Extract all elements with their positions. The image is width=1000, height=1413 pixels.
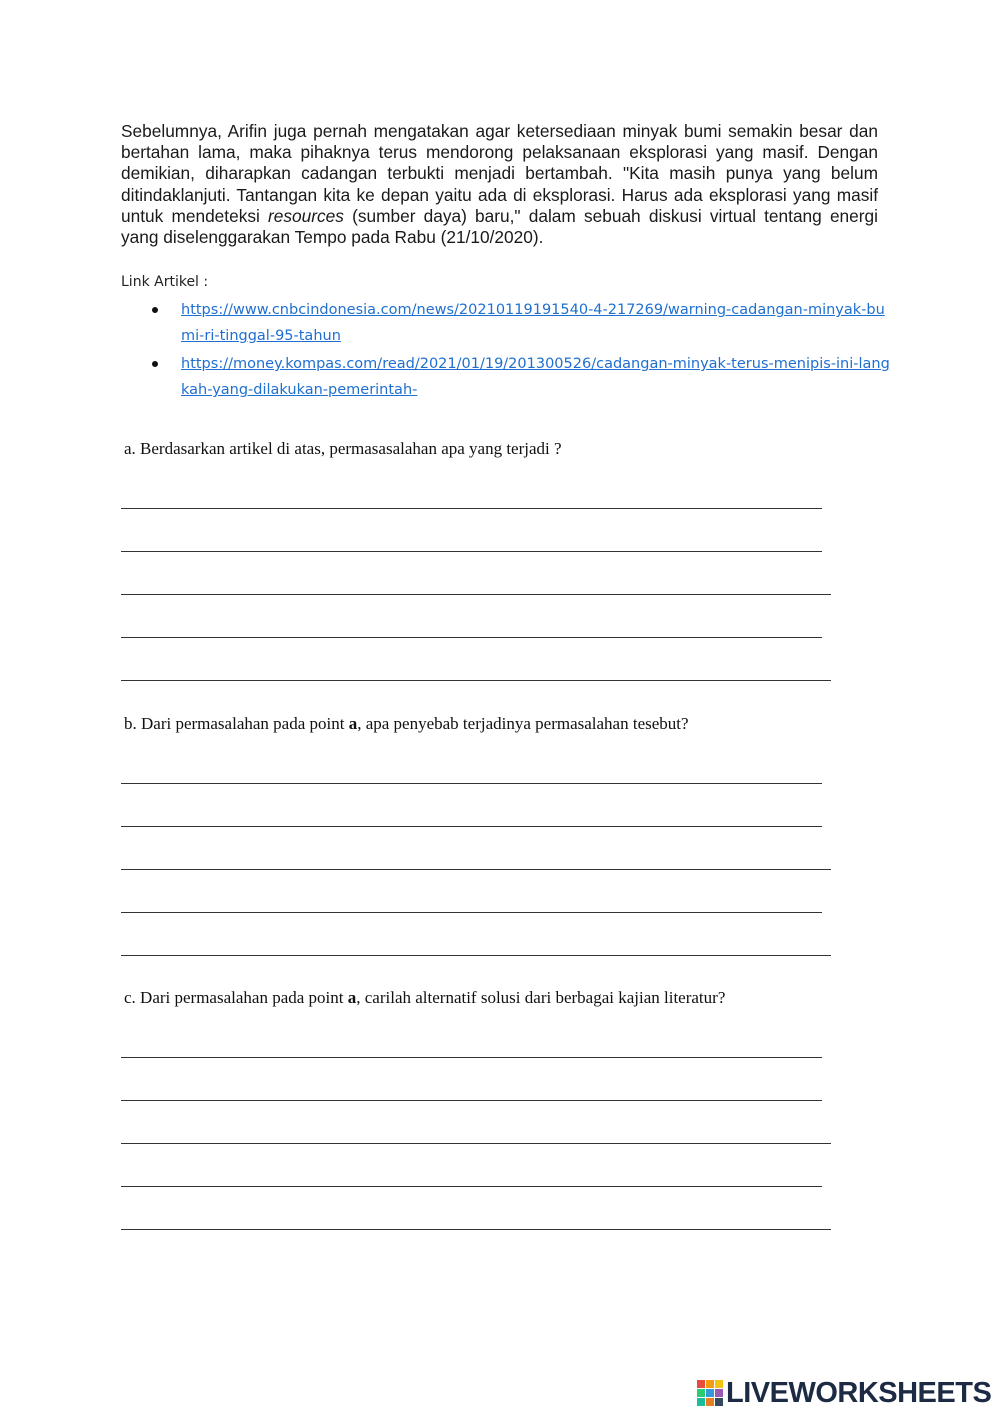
liveworksheets-logo — [697, 1377, 991, 1409]
list-item — [121, 351, 891, 403]
article-link-cnbc[interactable]: https://www.cnbcindonesia.com/news/20210119191540-4-217269/warning-cadangan-minyak-bumi-ri-tinggal-95-tahun — [181, 302, 885, 344]
article-text-part1: Sebelumnya, Arifin juga pernah mengatakan agar ketersediaan minyak bumi semakin besar dan bertahan lama, maka pihaknya terus mendorong pelaksanaan eksplorasi yang masif. Dengan demikian, diharapkan cadangan terbukti menjadi bertambah. "Kita masih punya yang belum ditindaklanjuti. Tantangan kita ke depan yaitu ada di eksplorasi. Harus ada eksplorasi yang masif untuk mendeteksi — [121, 121, 878, 226]
list-item — [121, 297, 891, 349]
article-links-list — [121, 297, 891, 405]
question-c-prefix: c. Dari permasalahan pada point — [124, 988, 348, 1007]
question-b-point: a — [348, 714, 358, 733]
bullet-icon — [152, 307, 158, 313]
answer-line-c-5[interactable] — [121, 1229, 831, 1230]
question-a: a. Berdasarkan artikel di atas, permasasalahan apa yang terjadi ? — [124, 439, 562, 458]
links-label: Link Artikel : — [121, 274, 209, 290]
answer-line-a-4[interactable] — [121, 637, 822, 638]
answer-line-c-1[interactable] — [121, 1057, 822, 1058]
answer-line-b-1[interactable] — [121, 783, 822, 784]
answer-line-a-2[interactable] — [121, 551, 822, 552]
question-b-prefix: b. Dari permasalahan pada point — [124, 714, 349, 733]
answer-line-a-1[interactable] — [121, 508, 822, 509]
question-b — [124, 714, 689, 734]
question-c — [124, 988, 725, 1008]
question-b-suffix: , apa penyebab terjadinya permasalahan tesebut? — [357, 714, 689, 733]
logo-text: LIVEWORKSHEETS — [726, 1376, 992, 1409]
answer-line-c-2[interactable] — [121, 1100, 822, 1101]
article-text-part2: (sumber daya) baru," dalam sebuah diskusi virtual tentang energi yang diselenggarakan Tempo pada Rabu (21/10/2020). — [121, 205, 878, 248]
answer-line-c-3[interactable] — [121, 1143, 831, 1144]
article-text-emphasis: resources — [268, 205, 344, 226]
answer-line-b-4[interactable] — [121, 912, 822, 913]
article-excerpt — [121, 121, 878, 248]
answer-line-c-4[interactable] — [121, 1186, 822, 1187]
answer-line-a-5[interactable] — [121, 680, 831, 681]
bullet-icon — [152, 361, 158, 367]
logo-grid-icon — [697, 1380, 723, 1406]
answer-line-b-2[interactable] — [121, 826, 822, 827]
question-c-suffix: , carilah alternatif solusi dari berbagai kajian literatur? — [356, 988, 726, 1007]
answer-line-b-5[interactable] — [121, 955, 831, 956]
question-c-point: a — [347, 988, 357, 1007]
answer-line-a-3[interactable] — [121, 594, 831, 595]
answer-line-b-3[interactable] — [121, 869, 831, 870]
article-link-kompas[interactable]: https://money.kompas.com/read/2021/01/19/201300526/cadangan-minyak-terus-menipis-ini-langkah-yang-dilakukan-pemerintah- — [181, 356, 890, 398]
